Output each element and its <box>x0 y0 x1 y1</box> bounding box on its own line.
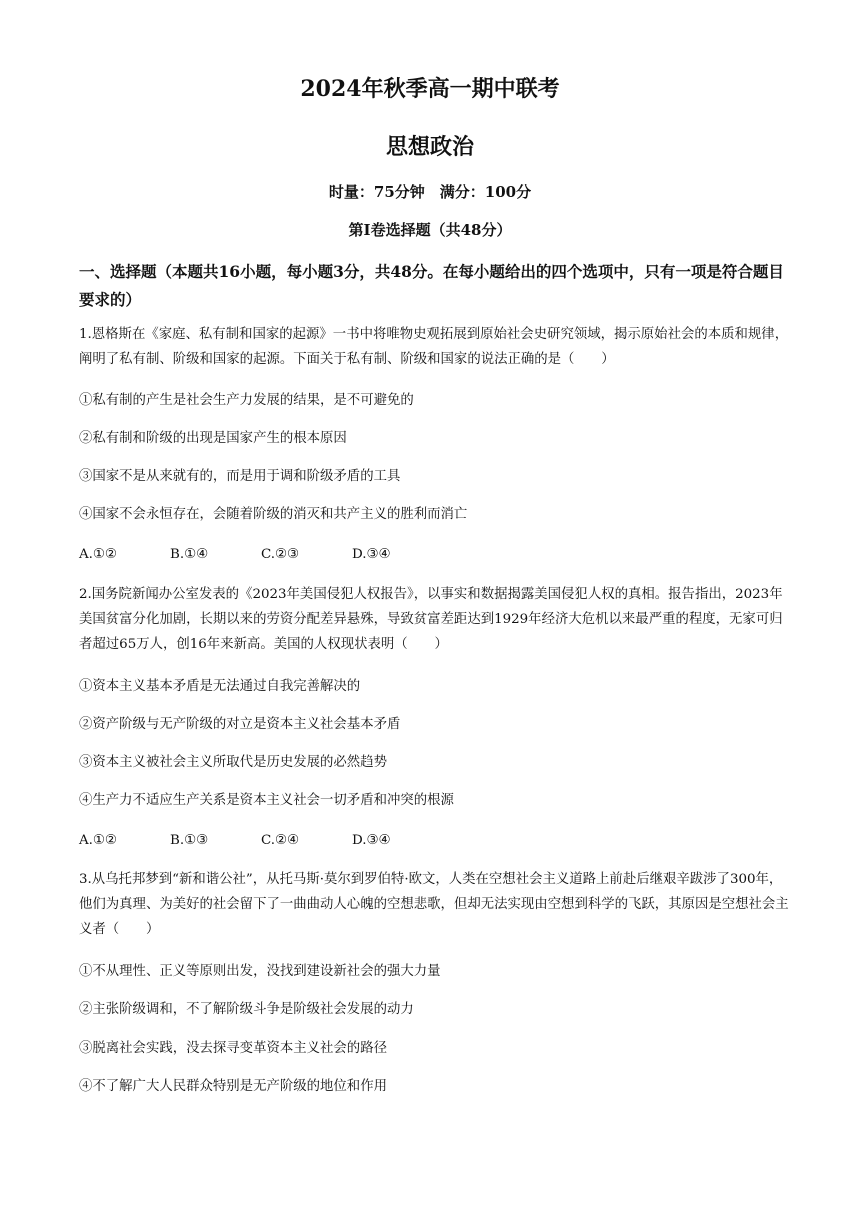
question-3-statement-1: ①不从理性、正义等原则出发，没找到建设新社会的强大力量 <box>79 964 441 979</box>
question-1-choice-d: D.③④ <box>352 547 391 562</box>
question-3-statement-2: ②主张阶级调和，不了解阶级斗争是阶级社会发展的动力 <box>79 1002 414 1017</box>
question-1-choice-c: C.②③ <box>261 547 300 562</box>
question-3-stem: 3.从乌托邦梦到“新和谐公社”，从托马斯·莫尔到罗伯特·欧文，人类在空想社会主义道路上前赴后继艰辛跋涉了300年，他们为真理、为美好的社会留下了一曲曲动人心魄的空想悲歌，但却无法实现由空想到科学的飞跃，其原因是空想社会主义者（ ） <box>79 872 789 937</box>
part-title: 第Ⅰ卷选择题（共48分） <box>348 221 512 239</box>
question-2-choice-a: A.①② <box>79 833 117 848</box>
question-2-choice-b: B.①③ <box>170 833 209 848</box>
question-3-statement-3: ③脱离社会实践，没去探寻变革资本主义社会的路径 <box>79 1041 387 1056</box>
question-1-statement-1: ①私有制的产生是社会生产力发展的结果，是不可避免的 <box>79 393 414 408</box>
question-2-statement-1: ①资本主义基本矛盾是无法通过自我完善解决的 <box>79 679 361 694</box>
question-1-stem: 1.恩格斯在《家庭、私有制和国家的起源》一书中将唯物史观拓展到原始社会史研究领域，揭示原始社会的本质和规律，阐明了私有制、阶级和国家的起源。下面关于私有制、阶级和国家的说法正确的是（ ） <box>79 327 789 367</box>
question-2-choice-c: C.②④ <box>261 833 300 848</box>
subject-title: 思想政治 <box>385 134 474 160</box>
question-3-statement-4: ④不了解广大人民群众特别是无产阶级的地位和作用 <box>79 1079 387 1094</box>
question-1-choices <box>79 545 443 565</box>
question-1-choice-b: B.①④ <box>170 547 209 562</box>
question-1-statement-4: ④国家不会永恒存在，会随着阶级的消灭和共产主义的胜利而消亡 <box>79 507 468 522</box>
question-2-stem: 2.国务院新闻办公室发表的《2023年美国侵犯人权报告》，以事实和数据揭露美国侵犯人权的真相。报告指出，2023年美国贫富分化加剧，长期以来的劳资分配差异悬殊，导致贫富差距达到1929年经济大危机以来最严重的程度，无家可归者超过65万人，创16年来新高。美国的人权现状表明（ ） <box>79 587 783 652</box>
question-2-statement-4: ④生产力不适应生产关系是资本主义社会一切矛盾和冲突的根源 <box>79 793 454 808</box>
time-score-line: 时量：75分钟 满分：100分 <box>328 183 532 201</box>
question-1-statement-2: ②私有制和阶级的出现是国家产生的根本原因 <box>79 431 347 446</box>
question-2-choice-d: D.③④ <box>352 833 391 848</box>
question-2-choices <box>79 831 443 851</box>
exam-title: 2024年秋季高一期中联考 <box>300 76 560 102</box>
question-1-choice-a: A.①② <box>79 547 117 562</box>
question-1-statement-3: ③国家不是从来就有的，而是用于调和阶级矛盾的工具 <box>79 469 401 484</box>
question-2-statement-2: ②资产阶级与无产阶级的对立是资本主义社会基本矛盾 <box>79 717 401 732</box>
question-2-statement-3: ③资本主义被社会主义所取代是历史发展的必然趋势 <box>79 755 387 770</box>
section-heading: 一、选择题（本题共16小题，每小题3分，共48分。在每小题给出的四个选项中，只有一项是符合题目要求的） <box>79 262 784 309</box>
